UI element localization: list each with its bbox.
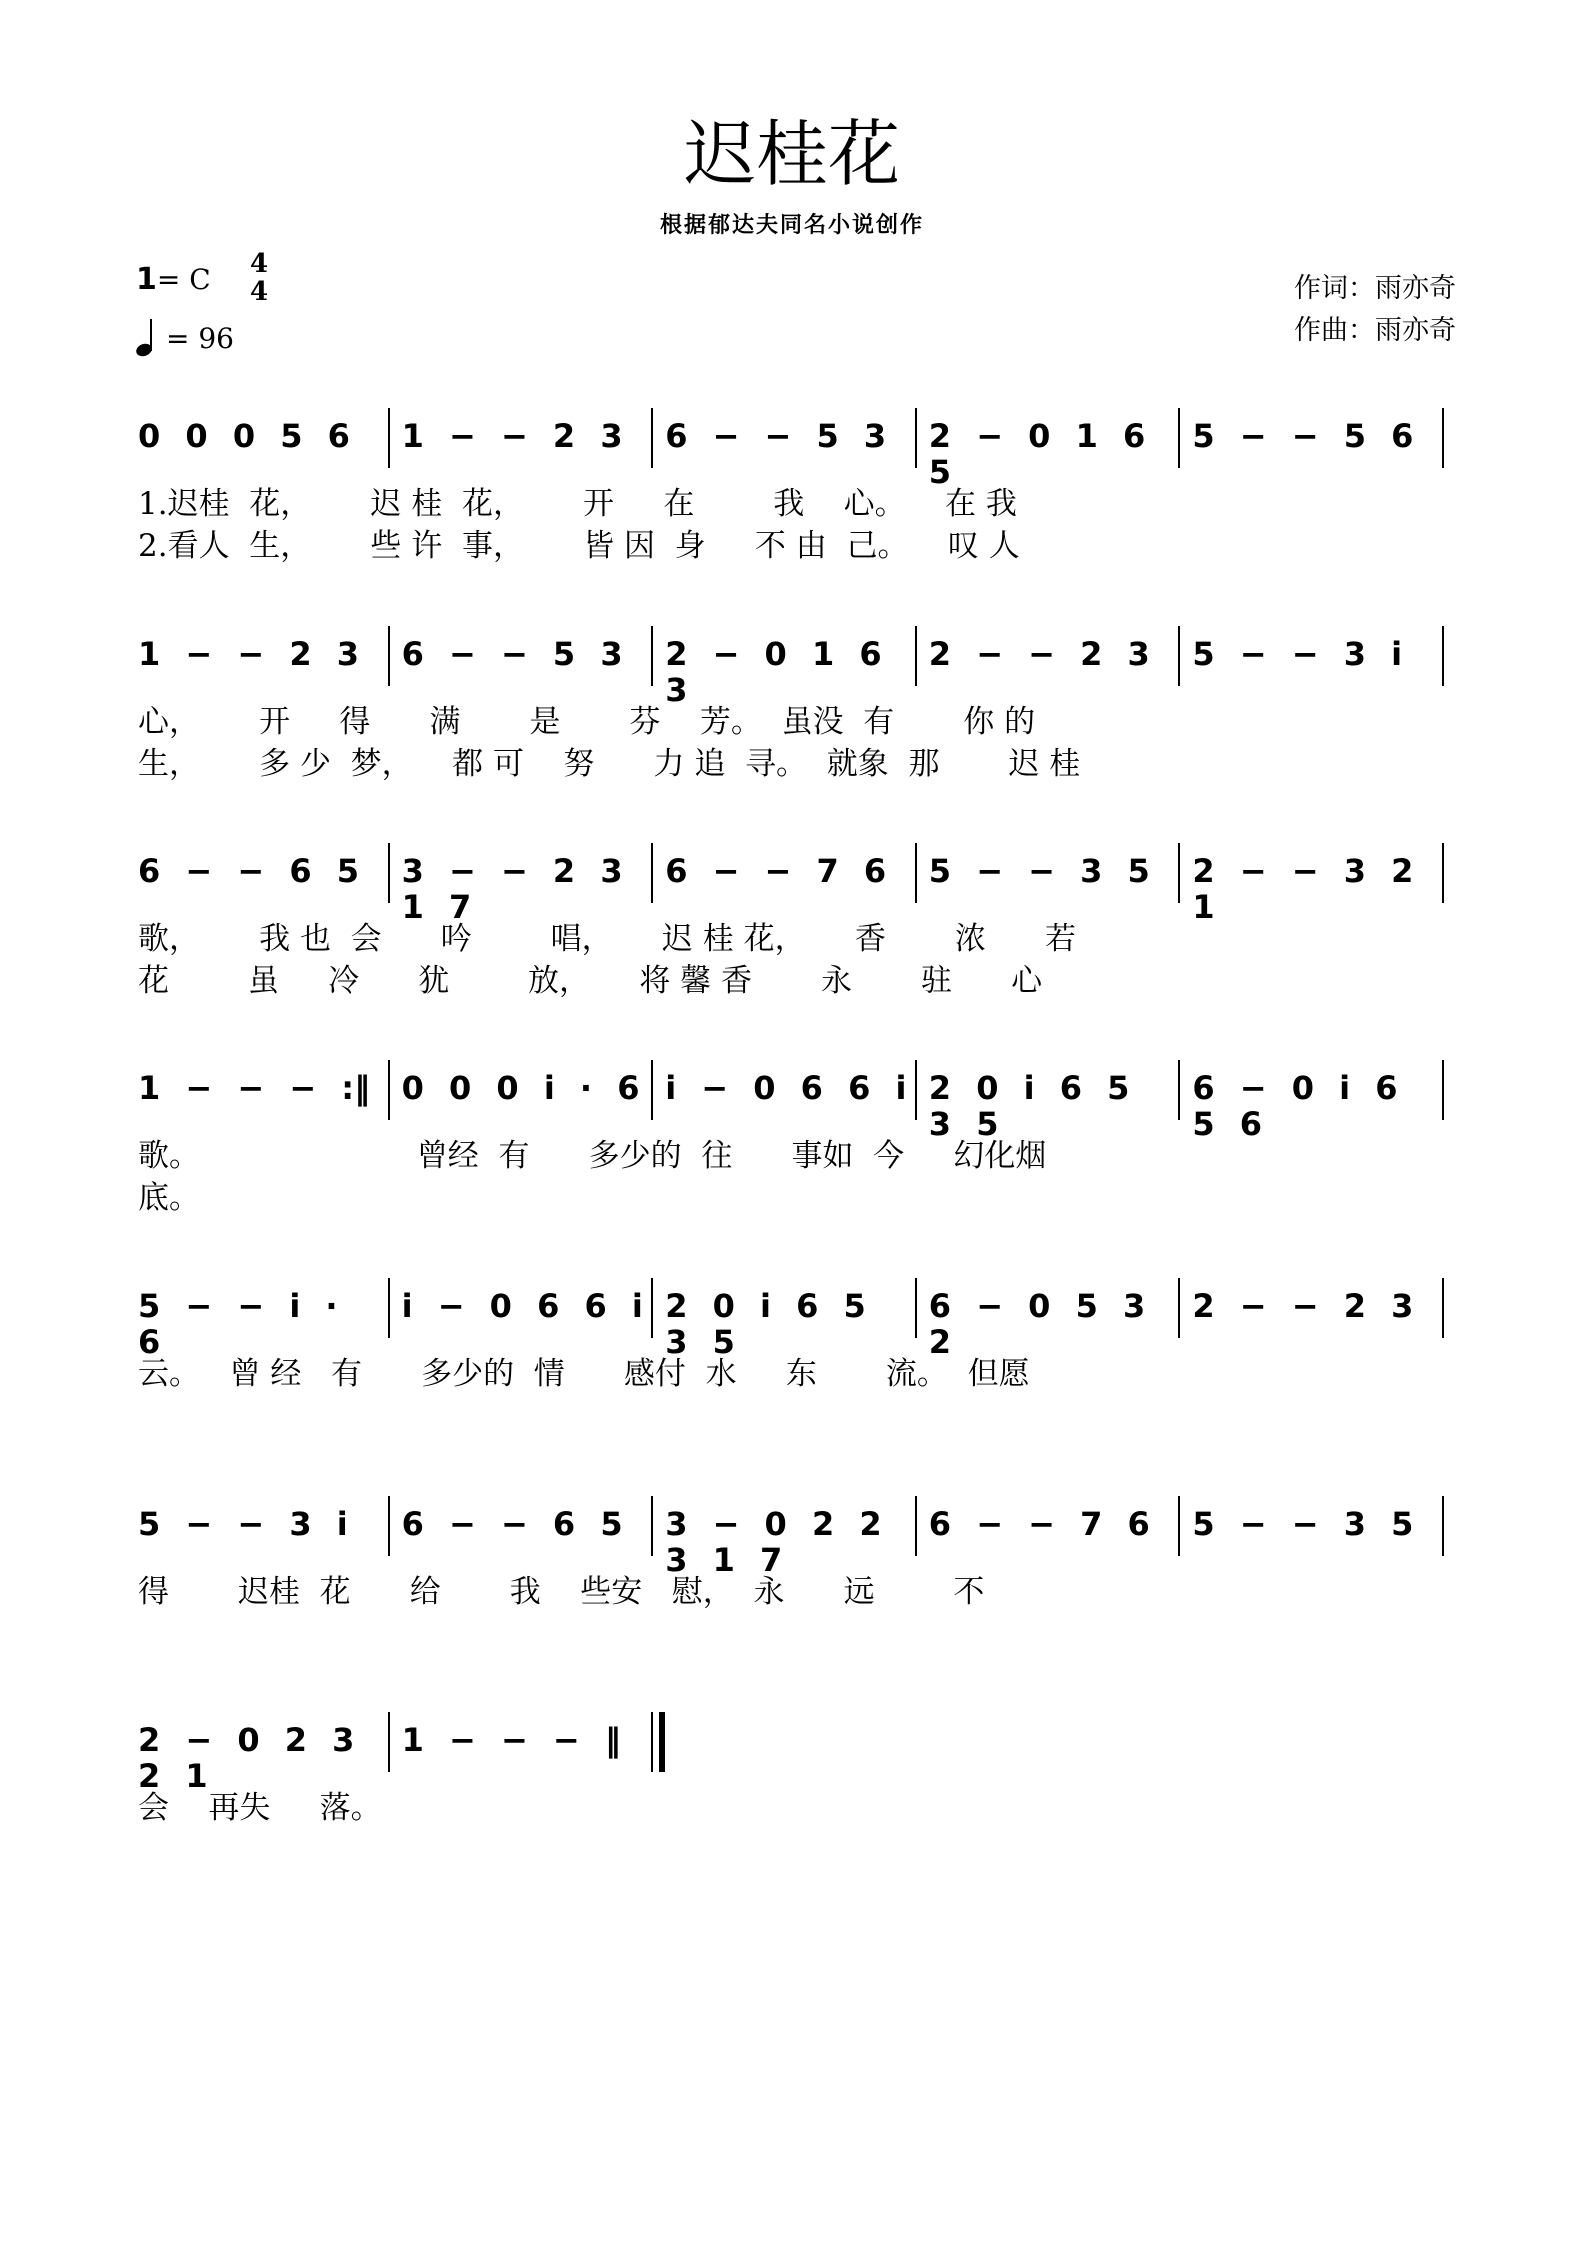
barline xyxy=(651,1060,653,1120)
measure xyxy=(928,1060,1173,1143)
measure xyxy=(928,408,1173,491)
barline xyxy=(651,626,653,686)
measure-notes: 0 0 0 i · 6 xyxy=(401,1069,640,1107)
measure-notes: 2 − − 3 2 1 xyxy=(1192,852,1414,926)
measure xyxy=(402,1712,646,1778)
measure-notes: 2 − − 2 3 xyxy=(928,635,1150,673)
measure-notes: 1 − − 2 3 xyxy=(401,417,623,455)
barline xyxy=(388,1496,390,1556)
key-eq: = C xyxy=(156,263,211,296)
barline xyxy=(651,1712,653,1772)
measure-notes: 6 − − 6 5 xyxy=(138,852,359,890)
barline xyxy=(388,1060,390,1120)
composer: 作曲：雨亦奇 xyxy=(1294,315,1456,346)
time-top: 4 xyxy=(249,249,269,279)
measure-notes: 6 − − 6 5 xyxy=(401,1505,623,1543)
measure xyxy=(1192,843,1436,926)
barline xyxy=(915,626,917,686)
barline xyxy=(651,1496,653,1556)
measure xyxy=(1192,408,1436,474)
lyric-line: 心， 开 得 满 是 芬 芳。 虽没 有 你 的 xyxy=(138,704,1036,740)
measure-notes: 6 − − 5 3 xyxy=(401,635,623,673)
barline xyxy=(915,1278,917,1338)
measure xyxy=(402,1278,646,1344)
measure xyxy=(1192,1060,1436,1143)
measure-notes: 2 − 0 1 6 5 xyxy=(928,417,1146,491)
barline xyxy=(651,1278,653,1338)
credits xyxy=(1294,268,1456,352)
measure xyxy=(401,843,646,926)
measure-notes: 2 0 i 6 5 3 5 xyxy=(928,1069,1130,1143)
measure xyxy=(402,408,646,474)
barline xyxy=(1442,1278,1444,1338)
measure xyxy=(929,843,1173,909)
measure xyxy=(665,626,909,709)
barline xyxy=(915,1496,917,1556)
measure-notes: 1 − − − ‖ xyxy=(401,1721,621,1759)
lyric-line: 2.看人 生， 些 许 事， 皆 因 身 不 由 己。 叹 人 xyxy=(138,528,1020,564)
barline xyxy=(388,843,390,903)
lyric-line: 会 再失 落。 xyxy=(138,1790,382,1826)
measure-notes: 2 − 0 2 3 2 1 xyxy=(138,1721,355,1795)
lyric-line: 花 虽 冷 犹 放， 将 馨 香 永 驻 心 xyxy=(138,963,1043,999)
subtitle: 根据郁达夫同名小说创作 xyxy=(659,213,924,238)
measure xyxy=(665,408,909,474)
measure xyxy=(402,626,646,692)
barline xyxy=(1178,1496,1180,1556)
measure-notes: 0 0 0 5 6 xyxy=(138,417,350,455)
measure-notes: 2 − 0 1 6 3 xyxy=(665,635,882,709)
barline xyxy=(1178,1060,1180,1120)
barline xyxy=(388,408,390,468)
lyricist: 作词：雨亦奇 xyxy=(1294,273,1456,304)
measure xyxy=(929,626,1173,692)
time-signature xyxy=(246,250,272,306)
quarter-note-icon xyxy=(136,320,158,356)
barline xyxy=(388,626,390,686)
barline xyxy=(1178,626,1180,686)
tempo-mark xyxy=(136,320,234,356)
measure xyxy=(138,408,382,474)
measure xyxy=(1192,626,1436,692)
measure xyxy=(138,1060,382,1126)
lyric-line: 底。 xyxy=(138,1180,200,1216)
barline xyxy=(1442,408,1444,468)
measure xyxy=(1192,1278,1436,1344)
measure-notes: 5 − − 3 5 xyxy=(928,852,1150,890)
barline xyxy=(915,843,917,903)
measure-notes: 3 − 0 2 2 3 1 7 xyxy=(665,1505,882,1579)
measure xyxy=(138,843,382,909)
measure xyxy=(665,1278,909,1361)
final-barline xyxy=(659,1712,665,1772)
barline xyxy=(915,1060,917,1120)
measure-notes: 1 − − 2 3 xyxy=(138,635,359,673)
barline xyxy=(1178,408,1180,468)
barline xyxy=(1442,1060,1444,1120)
measure xyxy=(138,626,382,692)
barline xyxy=(1178,843,1180,903)
measure xyxy=(665,1496,909,1579)
measure-notes: i − 0 6 6 i xyxy=(401,1287,643,1325)
barline xyxy=(388,1278,390,1338)
measure-notes: 5 − − 3 5 xyxy=(1192,1505,1414,1543)
barline xyxy=(915,408,917,468)
measure-notes: 6 − − 7 6 xyxy=(928,1505,1150,1543)
measure-notes: 6 − − 7 6 xyxy=(665,852,887,890)
measure-notes: 5 − − i · 6 xyxy=(138,1287,338,1361)
lyric-line: 得 迟桂 花 给 我 些安 慰， 永 远 不 xyxy=(138,1574,985,1610)
measure xyxy=(138,1496,382,1562)
key-signature xyxy=(136,262,211,297)
page-title: 迟桂花 xyxy=(683,112,900,196)
measure xyxy=(665,1060,909,1126)
barline xyxy=(1442,1496,1444,1556)
measure-notes: 5 − − 3 i xyxy=(1192,635,1403,673)
measure-notes: 5 − − 5 6 xyxy=(1192,417,1414,455)
measure-notes: 6 − 0 i 6 5 6 xyxy=(1192,1069,1398,1143)
lyric-line: 歌。 曾经 有 多少的 往 事如 今 幻化烟 xyxy=(138,1138,1047,1174)
measure xyxy=(402,1060,646,1126)
lyric-line: 生， 多 少 梦， 都 可 努 力 追 寻。 就象 那 迟 桂 xyxy=(138,746,1081,782)
measure-notes: 6 − − 5 3 xyxy=(665,417,887,455)
barline xyxy=(1178,1278,1180,1338)
measure-notes: 3 − − 2 3 1 7 xyxy=(401,852,623,926)
measure-notes: i − 0 6 6 i xyxy=(665,1069,907,1107)
measure xyxy=(928,1278,1173,1361)
measure-notes: 2 − − 2 3 xyxy=(1192,1287,1414,1325)
barline xyxy=(651,408,653,468)
barline xyxy=(651,843,653,903)
key-tonic: 1 xyxy=(136,262,157,297)
lyric-line: 1.迟桂 花， 迟 桂 花， 开 在 我 心。 在 我 xyxy=(138,486,1017,522)
measure-notes: 1 − − − :‖ xyxy=(138,1069,371,1107)
barline xyxy=(1442,843,1444,903)
tempo-value: = 96 xyxy=(166,321,234,355)
measure-notes: 5 − − 3 i xyxy=(138,1505,348,1543)
measure xyxy=(138,1278,382,1361)
measure xyxy=(402,1496,646,1562)
lyric-line: 云。 曾 经 有 多少的 情 感付 水 东 流。 但愿 xyxy=(138,1356,1030,1392)
lyric-line: 歌， 我 也 会 吟 唱， 迟 桂 花， 香 浓 若 xyxy=(138,921,1076,957)
barline xyxy=(388,1712,390,1772)
time-bottom: 4 xyxy=(249,277,269,307)
measure xyxy=(1192,1496,1436,1562)
measure-notes: 2 0 i 6 5 3 5 xyxy=(665,1287,866,1361)
measure xyxy=(138,1712,382,1795)
measure xyxy=(665,843,909,909)
measure xyxy=(929,1496,1173,1562)
measure-notes: 6 − 0 5 3 2 xyxy=(928,1287,1146,1361)
barline xyxy=(1442,626,1444,686)
